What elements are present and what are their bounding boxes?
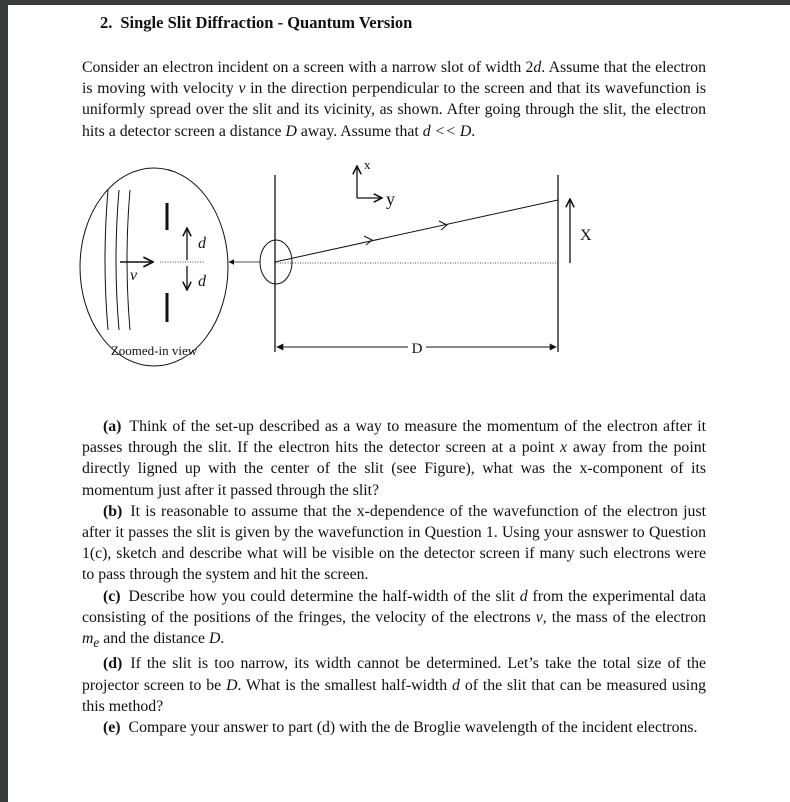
problem-number: 2. [100,13,113,32]
distance-label: D [411,341,423,357]
part-label: (d) [103,655,123,673]
text: Consider an electron incident on a screen with a narrow slot of width [82,59,526,76]
text: Compare your answer to part (d) with the de Broglie wavelength of the incident electrons. [128,719,698,736]
y-axis-label: y [386,189,395,209]
part-label: (b) [103,502,123,520]
part-label: (e) [103,719,121,736]
d-label: d [198,235,206,252]
text: . Assume that the electron is moving with velocity [82,59,706,98]
wavefront-line [127,190,130,330]
math: x [560,439,568,457]
zoomed-in-view [80,168,228,366]
math: D [208,630,221,648]
text: . [471,122,476,140]
text: and the distance [99,630,209,648]
x-axis-label: x [364,157,371,172]
problem-title [100,13,412,33]
text: . [220,630,225,648]
math: v [238,80,246,98]
problem-title-text: Single Slit Diffraction - Quantum Version [120,13,413,32]
part-a [82,416,706,501]
electron-path [275,200,558,262]
part-d [82,653,706,717]
question-parts [82,416,706,738]
text: away. Assume that [296,122,423,140]
text: from the experimental data consisting of the positions of the fringes, the velocity of the electrons [82,587,706,626]
math: d << D [422,122,472,140]
math: D [285,122,297,140]
text: in the direction perpendicular to the screen and that its wavefunction is uniformly spread over the slit and its vicinity, as shown. After going through the slit, the electron hits a detector screen a distance [82,80,706,140]
math-subscript: e [93,635,100,651]
math: D [226,676,238,694]
text: It is reasonable to assume that the x-dependence of the wavefunction of the electron just after it passes the slit is given by the wavefunction in Question 1. Using your asnswer to Question 1(c), sketch and describe what will be visible on the detector screen if many such electrons were to pass through the system and hit the screen. [82,502,706,584]
velocity-label: v [130,267,138,284]
math: v [535,608,543,626]
part-label: (c) [103,587,121,605]
x-displacement-label: X [580,227,592,244]
part-label: (a) [103,418,122,435]
part-b [82,501,706,586]
math: m [82,630,94,648]
zoom-caption: Zoomed-in view [110,343,198,358]
math: d [519,587,528,605]
document-page [8,5,790,802]
math: d [533,59,542,76]
math: d [452,676,460,694]
intro-paragraph [82,57,706,142]
d-label: d [198,273,206,290]
math: 2 [525,59,534,76]
text: Think of the set-up described as a way to measure the momentum of the electron after it passes through the slit. If the electron hits the detector screen at a point [82,418,706,457]
zoom-ellipse [80,168,228,366]
diffraction-figure [80,150,680,370]
part-c [82,586,706,654]
text: , the mass of the electron [542,608,706,626]
wavefront-line [116,190,119,330]
text: of the slit that can be measured using this method? [82,676,706,715]
part-e [82,717,706,738]
wavefront-line [105,190,108,330]
text: If the slit is too narrow, its width cannot be determined. Let’s take the total size of the projector screen to be [82,655,706,694]
axes-indicator [357,157,395,209]
text: . What is the smallest half-width [237,676,453,694]
text: away from the point directly ligned up with the center of the slit (see Figure), what was the x-component of its momentum just after it passed through the slit? [82,439,706,499]
path-arrowhead [364,236,372,245]
text: Describe how you could determine the half-width of the slit [128,587,520,605]
